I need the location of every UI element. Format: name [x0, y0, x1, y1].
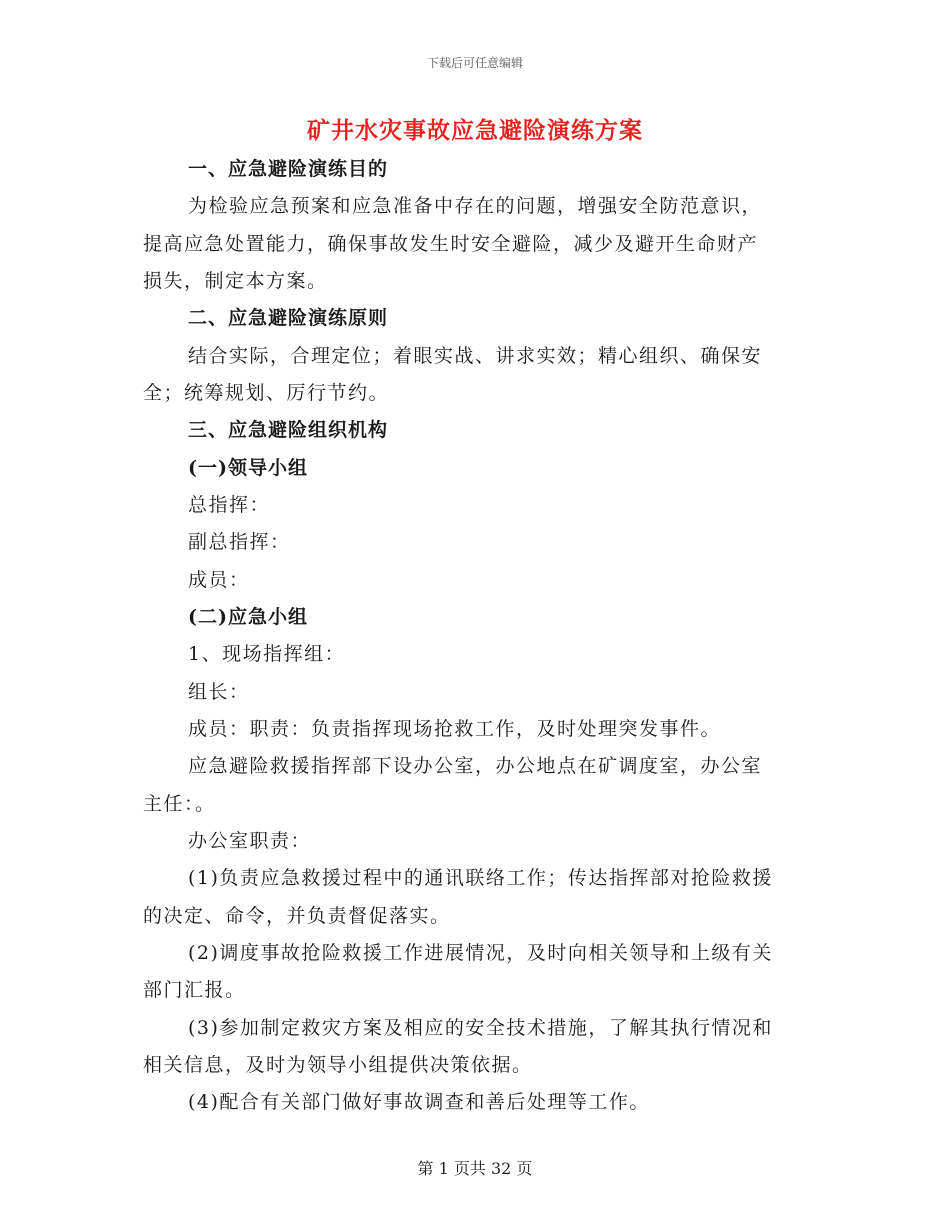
- paragraph-line: 结合实际，合理定位；着眼实战、讲求实效；精心组织、确保安: [188, 345, 763, 367]
- paragraph-line: (2)调度事故抢险救援工作进展情况，及时向相关领导和上级有关: [188, 942, 773, 964]
- section-heading: 一、应急避险演练目的: [188, 158, 389, 180]
- paragraph-line: (1)负责应急救援过程中的通讯联络工作；传达指挥部对抢险救援: [188, 867, 773, 889]
- document-title: 矿井水灾事故应急避险演练方案: [307, 117, 643, 144]
- paragraph-line: 部门汇报。: [143, 979, 246, 1001]
- paragraph-line: (3)参加制定救灾方案及相应的安全技术措施，了解其执行情况和: [188, 1017, 773, 1039]
- paragraph-line: 总指挥：: [188, 494, 271, 516]
- paragraph-line: 的决定、命令，并负责督促落实。: [143, 905, 451, 927]
- paragraph-line: 为检验应急预案和应急准备中存在的问题，增强安全防范意识，: [188, 195, 763, 217]
- paragraph-line: 办公室职责：: [188, 830, 312, 852]
- paragraph-line: 副总指挥：: [188, 531, 291, 553]
- paragraph-line: 成员：: [188, 569, 250, 591]
- subsection-heading: (二)应急小组: [188, 606, 308, 628]
- paragraph-line: 组长：: [188, 681, 250, 703]
- subsection-heading: (一)领导小组: [188, 457, 308, 479]
- paragraph-line: 损失，制定本方案。: [143, 270, 328, 292]
- paragraph-line: (4)配合有关部门做好事故调查和善后处理等工作。: [188, 1091, 650, 1113]
- paragraph-line: 主任：。: [143, 793, 216, 815]
- paragraph-line: 成员：职责：负责指挥现场抢救工作，及时处理突发事件。: [188, 718, 722, 740]
- paragraph-line: 提高应急处置能力，确保事故发生时安全避险，减少及避开生命财产: [143, 233, 759, 255]
- paragraph-line: 相关信息，及时为领导小组提供决策依据。: [143, 1054, 533, 1076]
- paragraph-line: 1、现场指挥组：: [188, 643, 346, 665]
- header-note: 下载后可任意编辑: [426, 56, 523, 70]
- paragraph-line: 应急避险救援指挥部下设办公室，办公地点在矿调度室，办公室: [188, 755, 763, 777]
- page-footer: 第 1 页共 32 页: [417, 1159, 533, 1178]
- paragraph-line: 全；统筹规划、厉行节约。: [143, 382, 390, 404]
- section-heading: 二、应急避险演练原则: [188, 307, 389, 329]
- section-heading: 三、应急避险组织机构: [188, 419, 389, 441]
